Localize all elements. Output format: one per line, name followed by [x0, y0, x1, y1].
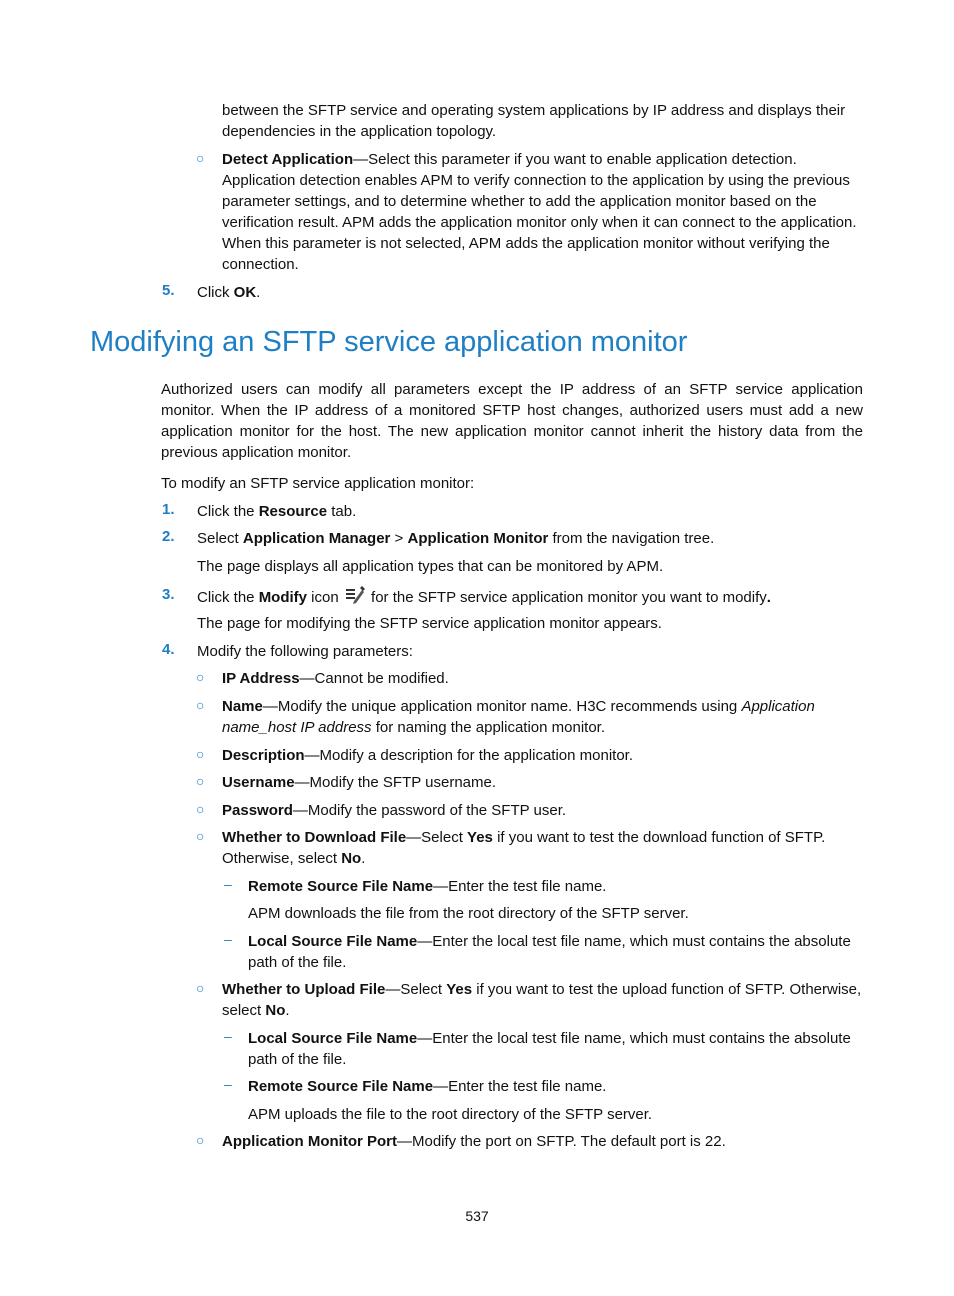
step-2 [197, 528, 714, 549]
resource-tab-label: Resource [258, 503, 328, 520]
step-number: 3. [162, 586, 175, 603]
step-text: tab. [327, 503, 357, 520]
ul-remote-note [248, 1104, 652, 1125]
page-number: 537 [465, 1208, 489, 1224]
param-upload-file [222, 979, 866, 1021]
no-label: No [341, 850, 362, 867]
step-text: . [766, 589, 771, 606]
name-format: Application name_host IP address [222, 698, 815, 736]
step-2-note [197, 556, 663, 577]
param-desc: —Cannot be modified. [299, 670, 449, 687]
param-dl-local-file [248, 931, 860, 973]
step-number: 1. [162, 501, 175, 518]
bullet-icon: ○ [196, 697, 205, 713]
note-text: The page displays all application types that can be monitored by APM. [197, 558, 664, 575]
menu-label: Application Manager [242, 530, 391, 547]
param-desc: if you want to test the upload function of SFTP. Otherwise, select [222, 981, 862, 1019]
step-5 [197, 282, 260, 303]
param-description [222, 745, 633, 766]
modify-icon [345, 586, 365, 604]
param-term: Application Monitor Port [222, 1133, 397, 1150]
step-number: 2. [162, 528, 175, 545]
param-desc: —Select [385, 981, 447, 998]
step-text: Click the [197, 589, 259, 606]
param-ip-address [222, 668, 449, 689]
param-term: Whether to Download File [222, 829, 407, 846]
param-term: Description [222, 747, 305, 764]
param-username [222, 772, 496, 793]
step-4 [197, 641, 413, 662]
param-desc: —Enter the local test file name, which must contains the absolute path of the file. [248, 1030, 851, 1068]
continuation-text: between the SFTP service and operating system applications by IP address and displays their dependencies in the application topology. [222, 102, 846, 140]
param-term: Password [222, 802, 293, 819]
param-term: Name [222, 698, 263, 715]
param-desc: —Enter the local test file name, which must contains the absolute path of the file. [248, 933, 851, 971]
step-number: 5. [162, 282, 175, 299]
param-term: Whether to Upload File [222, 981, 386, 998]
step-text: from the navigation tree. [548, 530, 715, 547]
bullet-icon: ○ [196, 669, 205, 685]
bullet-icon: ○ [196, 980, 205, 996]
param-term: Local Source File Name [248, 933, 418, 950]
step-text: Click [197, 284, 234, 301]
modify-label: Modify [258, 589, 308, 606]
param-desc: . [285, 1002, 290, 1019]
dash-icon: – [224, 1076, 232, 1092]
no-label: No [265, 1002, 286, 1019]
param-term: Detect Application [222, 151, 354, 168]
param-desc: —Modify the unique application monitor name. H3C recommends using [262, 698, 742, 715]
param-desc: —Enter the test file name. [433, 878, 607, 895]
param-monitor-port [222, 1131, 726, 1152]
param-term: Username [222, 774, 295, 791]
procedure-lead [161, 473, 474, 494]
step-text: Click the [197, 503, 259, 520]
param-term: Local Source File Name [248, 1030, 418, 1047]
param-term: IP Address [222, 670, 300, 687]
step-text: Modify the following parameters: [197, 643, 413, 660]
param-ul-local-file [248, 1028, 860, 1070]
param-desc: —Enter the test file name. [433, 1078, 607, 1095]
dash-icon: – [224, 876, 232, 892]
menu-label: Application Monitor [407, 530, 549, 547]
param-name [222, 696, 862, 738]
note-text: The page for modifying the SFTP service application monitor appears. [197, 615, 662, 632]
bullet-icon: ○ [196, 150, 205, 166]
step-text: icon [307, 589, 343, 606]
dash-icon: – [224, 1028, 232, 1044]
continuation-paragraph [222, 100, 864, 142]
note-text: APM uploads the file to the root directory of the SFTP server. [248, 1106, 653, 1123]
param-desc: —Modify a description for the application monitor. [304, 747, 634, 764]
step-3 [197, 586, 771, 608]
param-desc: —Select [406, 829, 468, 846]
ok-label: OK [233, 284, 257, 301]
bullet-icon: ○ [196, 801, 205, 817]
dl-remote-note [248, 903, 689, 924]
param-desc: —Modify the port on SFTP. The default port is 22. [396, 1133, 726, 1150]
param-term: Remote Source File Name [248, 878, 434, 895]
note-text: APM downloads the file from the root directory of the SFTP server. [248, 905, 689, 922]
intro-text: Authorized users can modify all parameters except the IP address of an SFTP service application monitor. When the IP address of a monitored SFTP host changes, authorized users must add a new application monitor for the host. The new application monitor cannot inherit the history data from the previous application monitor. [161, 381, 863, 461]
param-desc: —Modify the SFTP username. [294, 774, 497, 791]
yes-label: Yes [446, 981, 473, 998]
bullet-icon: ○ [196, 1132, 205, 1148]
step-text: for the SFTP service application monitor you want to modify [366, 589, 767, 606]
param-desc: . [361, 850, 366, 867]
param-password [222, 800, 566, 821]
param-desc: —Select this parameter if you want to enable application detection. Application detection enables APM to verify connection to the application by using the previous parameter settings, and to determine whether to add the application monitor based on the verification result. APM adds the application monitor only when it can connect to the application. When this parameter is not selected, APM adds the application monitor without verifying the connection. [222, 151, 857, 273]
param-detect-application [222, 149, 866, 275]
param-download-file [222, 827, 842, 869]
section-heading: Modifying an SFTP service application monitor [90, 326, 688, 358]
step-number: 4. [162, 641, 175, 658]
step-1 [197, 501, 356, 522]
bullet-icon: ○ [196, 746, 205, 762]
step-text: . [256, 284, 261, 301]
param-desc: for naming the application monitor. [371, 719, 605, 736]
bullet-icon: ○ [196, 828, 205, 844]
dash-icon: – [224, 931, 232, 947]
step-text: Select [197, 530, 243, 547]
bullet-icon: ○ [196, 773, 205, 789]
param-ul-remote-file [248, 1076, 606, 1097]
yes-label: Yes [467, 829, 493, 846]
param-term: Remote Source File Name [248, 1078, 434, 1095]
intro-paragraph [161, 379, 863, 463]
step-text: > [390, 530, 408, 547]
param-desc: if you want to test the download function of SFTP. Otherwise, select [222, 829, 826, 867]
procedure-lead-text: To modify an SFTP service application monitor: [161, 475, 475, 492]
param-dl-remote-file [248, 876, 606, 897]
param-desc: —Modify the password of the SFTP user. [292, 802, 567, 819]
step-3-note [197, 613, 662, 634]
